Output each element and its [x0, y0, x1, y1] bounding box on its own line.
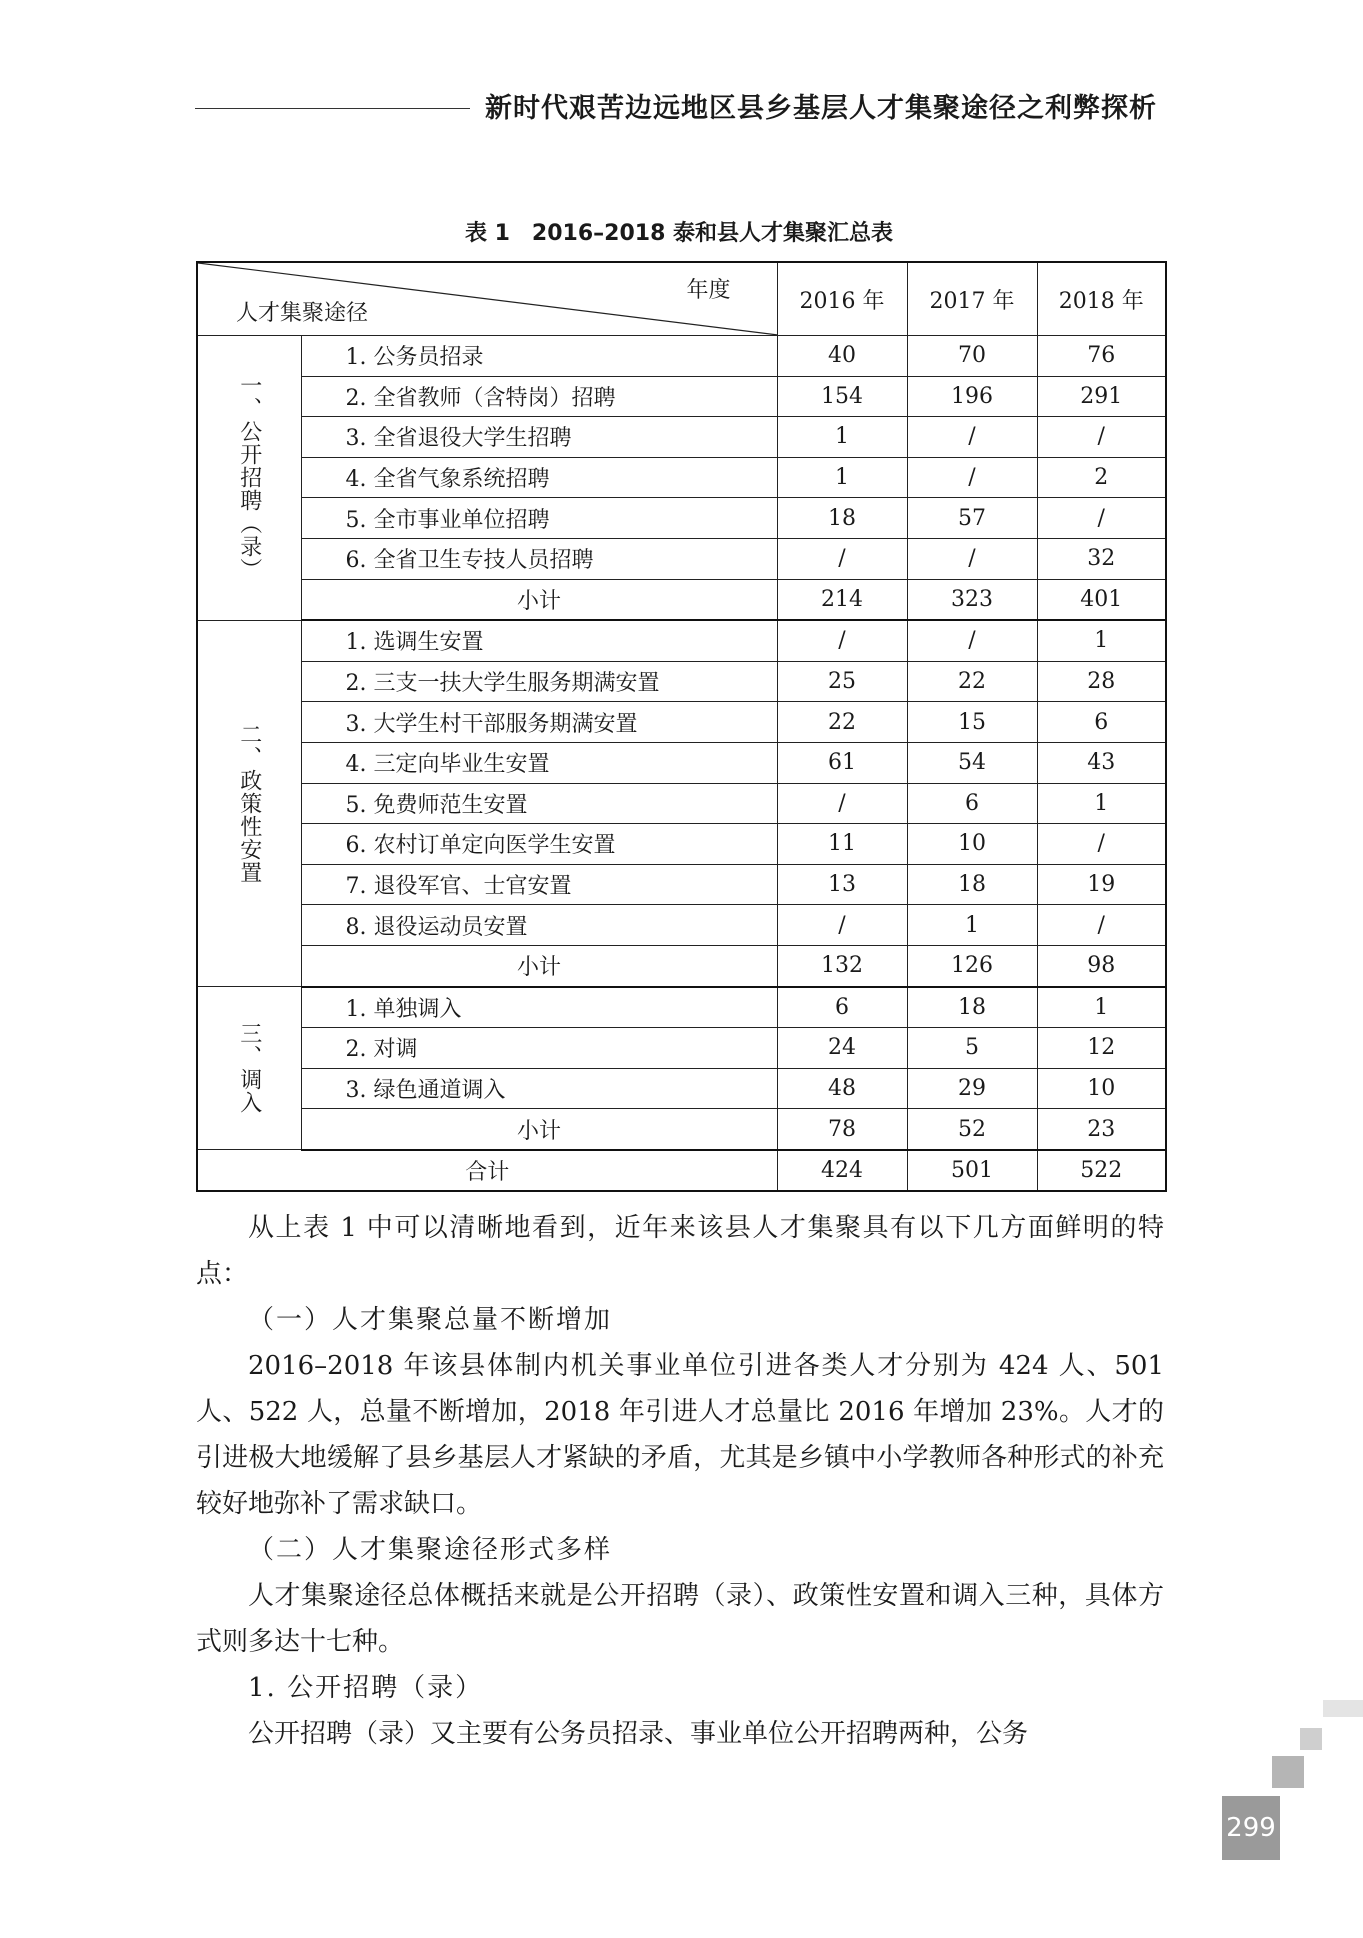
value-cell: /	[777, 783, 907, 824]
value-cell: /	[777, 620, 907, 661]
item-label: 6. 农村订单定向医学生安置	[301, 824, 777, 865]
item-label: 2. 全省教师（含特岗）招聘	[301, 376, 777, 417]
header-rule	[195, 108, 470, 109]
table-row	[197, 864, 1166, 905]
subtotal-value: 214	[777, 579, 907, 620]
subtotal-row	[197, 945, 1166, 986]
value-cell: 19	[1037, 864, 1166, 905]
value-cell: /	[777, 905, 907, 946]
year-header: 2017 年	[907, 262, 1037, 336]
decorative-square	[1272, 1756, 1304, 1788]
talent-summary-table	[196, 261, 1167, 1192]
total-value: 501	[907, 1150, 1037, 1192]
table-row	[197, 1028, 1166, 1069]
subtotal-row	[197, 579, 1166, 620]
value-cell: /	[907, 538, 1037, 579]
year-header: 2018 年	[1037, 262, 1166, 336]
value-cell: 196	[907, 376, 1037, 417]
subtotal-value: 126	[907, 945, 1037, 986]
item-label: 1. 选调生安置	[301, 620, 777, 661]
table-row	[197, 702, 1166, 743]
subtotal-value: 401	[1037, 579, 1166, 620]
value-cell: 70	[907, 336, 1037, 377]
value-cell: 1	[1037, 620, 1166, 661]
value-cell: 10	[1037, 1068, 1166, 1109]
value-cell: 2	[1037, 457, 1166, 498]
group-label: 一、公开招聘（录）	[197, 336, 301, 621]
item-label: 4. 全省气象系统招聘	[301, 457, 777, 498]
value-cell: 11	[777, 824, 907, 865]
item-label: 8. 退役运动员安置	[301, 905, 777, 946]
table-row	[197, 376, 1166, 417]
value-cell: 6	[907, 783, 1037, 824]
value-cell: /	[907, 457, 1037, 498]
value-cell: 43	[1037, 742, 1166, 783]
table-row	[197, 661, 1166, 702]
value-cell: 24	[777, 1028, 907, 1069]
value-cell: 10	[907, 824, 1037, 865]
value-cell: 18	[907, 864, 1037, 905]
table-body	[197, 262, 1166, 1191]
corner-header-cell	[197, 262, 777, 336]
table-row	[197, 987, 1166, 1028]
value-cell: 28	[1037, 661, 1166, 702]
paragraph: 2016–2018 年该县体制内机关事业单位引进各类人才分别为 424 人、501 人、522 人，总量不断增加，2018 年引进人才总量比 2016 年增加 23%。人才的引进极大地缓解了县乡基层人才紧缺的矛盾，尤其是乡镇中小学教师各种形式的补充较好地弥补了需求缺口。	[196, 1351, 1164, 1519]
total-row	[197, 1150, 1166, 1192]
subtotal-value: 23	[1037, 1109, 1166, 1150]
table-row	[197, 620, 1166, 661]
value-cell: 40	[777, 336, 907, 377]
value-cell: 1	[777, 417, 907, 458]
running-header-title: 新时代艰苦边远地区县乡基层人才集聚途径之利弊探析	[485, 93, 1157, 124]
table-row	[197, 783, 1166, 824]
value-cell: 54	[907, 742, 1037, 783]
decorative-square	[1323, 1700, 1363, 1717]
item-label: 1. 公务员招录	[301, 336, 777, 377]
value-cell: 76	[1037, 336, 1166, 377]
value-cell: /	[1037, 905, 1166, 946]
item-label: 3. 全省退役大学生招聘	[301, 417, 777, 458]
paragraph: 公开招聘（录）又主要有公务员招录、事业单位公开招聘两种，公务	[248, 1719, 1029, 1749]
value-cell: /	[777, 538, 907, 579]
value-cell: 18	[777, 498, 907, 539]
total-value: 522	[1037, 1150, 1166, 1192]
value-cell: 12	[1037, 1028, 1166, 1069]
subtotal-label: 小计	[301, 945, 777, 986]
value-cell: /	[907, 417, 1037, 458]
item-label: 2. 三支一扶大学生服务期满安置	[301, 661, 777, 702]
value-cell: 29	[907, 1068, 1037, 1109]
item-label: 3. 大学生村干部服务期满安置	[301, 702, 777, 743]
table-row	[197, 498, 1166, 539]
value-cell: 5	[907, 1028, 1037, 1069]
total-label: 合计	[197, 1150, 777, 1192]
value-cell: 1	[907, 905, 1037, 946]
value-cell: 6	[777, 987, 907, 1028]
item-label: 7. 退役军官、士官安置	[301, 864, 777, 905]
subtotal-value: 52	[907, 1109, 1037, 1150]
value-cell: 6	[1037, 702, 1166, 743]
corner-label-year: 年度	[686, 278, 731, 303]
subtotal-value: 78	[777, 1109, 907, 1150]
page-number: 299	[1222, 1796, 1280, 1860]
value-cell: /	[907, 620, 1037, 661]
value-cell: 32	[1037, 538, 1166, 579]
item-label: 3. 绿色通道调入	[301, 1068, 777, 1109]
paragraph: 从上表 1 中可以清晰地看到，近年来该县人才集聚具有以下几方面鲜明的特点：	[196, 1213, 1164, 1289]
table-row	[197, 457, 1166, 498]
section-heading: 1. 公开招聘（录）	[248, 1673, 484, 1703]
table-row	[197, 417, 1166, 458]
table-caption: 表 1 2016–2018 泰和县人才集聚汇总表	[464, 221, 894, 246]
value-cell: 15	[907, 702, 1037, 743]
paragraph: 人才集聚途径总体概括来就是公开招聘（录）、政策性安置和调入三种，具体方式则多达十七种。	[196, 1581, 1164, 1657]
body-text	[196, 1205, 1164, 1757]
table-row	[197, 1068, 1166, 1109]
value-cell: 1	[1037, 783, 1166, 824]
subtotal-label: 小计	[301, 1109, 777, 1150]
table-row	[197, 742, 1166, 783]
value-cell: 291	[1037, 376, 1166, 417]
item-label: 4. 三定向毕业生安置	[301, 742, 777, 783]
table-row	[197, 336, 1166, 377]
value-cell: 48	[777, 1068, 907, 1109]
value-cell: 18	[907, 987, 1037, 1028]
corner-label-path: 人才集聚途径	[236, 301, 369, 326]
subtotal-row	[197, 1109, 1166, 1150]
item-label: 2. 对调	[301, 1028, 777, 1069]
section-heading: （一）人才集聚总量不断增加	[248, 1305, 613, 1335]
item-label: 6. 全省卫生专技人员招聘	[301, 538, 777, 579]
subtotal-value: 323	[907, 579, 1037, 620]
total-value: 424	[777, 1150, 907, 1192]
table-header-row	[197, 262, 1166, 336]
value-cell: 25	[777, 661, 907, 702]
group-label: 二、政策性安置	[197, 620, 301, 986]
value-cell: /	[1037, 417, 1166, 458]
group-label: 三、调入	[197, 987, 301, 1150]
decorative-square	[1300, 1728, 1322, 1750]
section-heading: （二）人才集聚途径形式多样	[248, 1535, 613, 1565]
value-cell: 22	[907, 661, 1037, 702]
value-cell: 57	[907, 498, 1037, 539]
table-row	[197, 538, 1166, 579]
item-label: 5. 全市事业单位招聘	[301, 498, 777, 539]
value-cell: 154	[777, 376, 907, 417]
value-cell: 22	[777, 702, 907, 743]
table-row	[197, 905, 1166, 946]
item-label: 1. 单独调入	[301, 987, 777, 1028]
year-header: 2016 年	[777, 262, 907, 336]
table-row	[197, 824, 1166, 865]
subtotal-value: 98	[1037, 945, 1166, 986]
subtotal-label: 小计	[301, 579, 777, 620]
value-cell: /	[1037, 824, 1166, 865]
value-cell: 61	[777, 742, 907, 783]
item-label: 5. 免费师范生安置	[301, 783, 777, 824]
value-cell: 1	[777, 457, 907, 498]
value-cell: 13	[777, 864, 907, 905]
subtotal-value: 132	[777, 945, 907, 986]
value-cell: 1	[1037, 987, 1166, 1028]
value-cell: /	[1037, 498, 1166, 539]
